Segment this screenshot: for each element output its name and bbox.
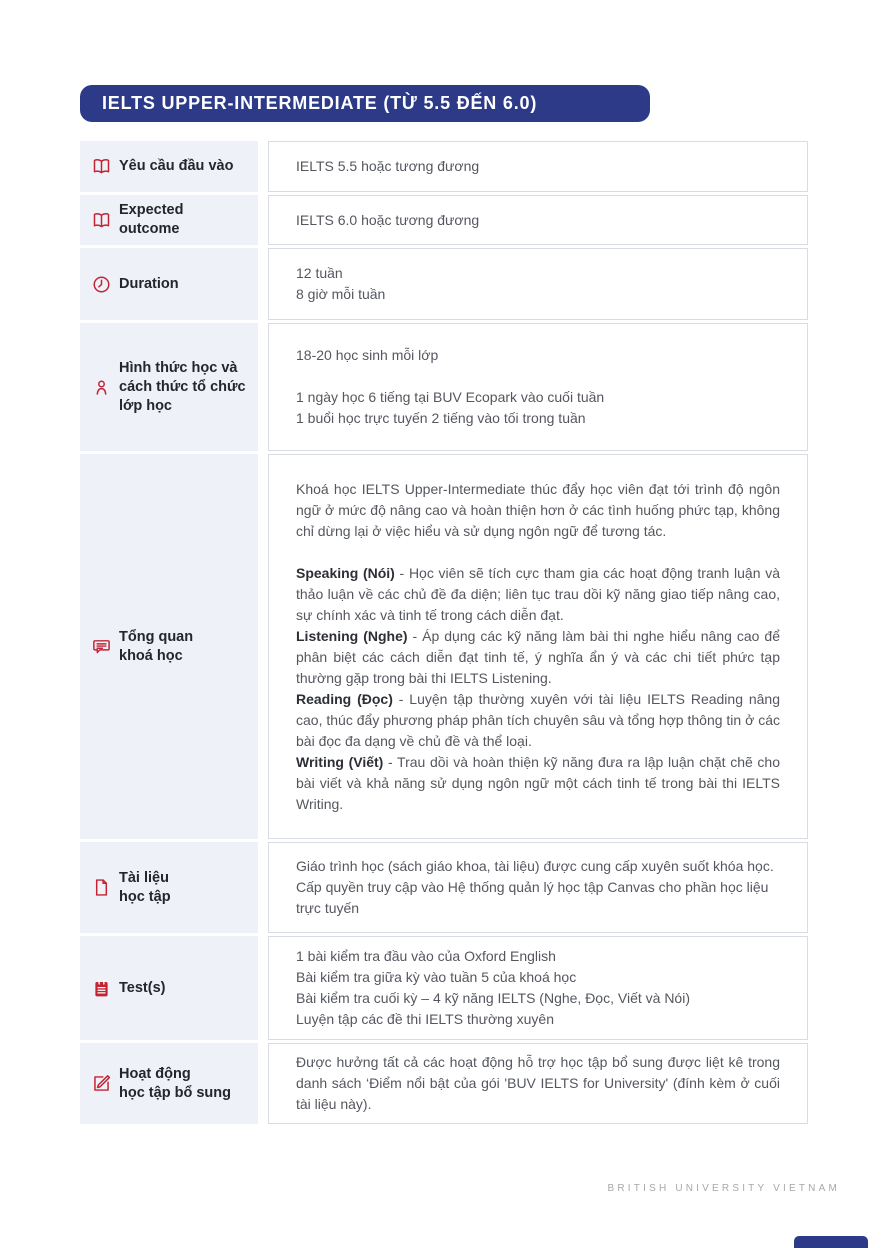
skill-paragraph-listening xyxy=(296,626,780,689)
row-content xyxy=(268,454,808,839)
row-content xyxy=(268,195,808,245)
row-label: khoá học xyxy=(119,647,183,664)
pencil-square-icon xyxy=(90,1073,112,1095)
row-header-expected-outcome xyxy=(80,195,258,245)
row-label: lớp học xyxy=(119,397,173,414)
table-row xyxy=(80,842,808,933)
row-content xyxy=(268,248,808,320)
row-label: Tài liệu xyxy=(119,869,169,886)
row-label: Duration xyxy=(119,275,179,292)
content-line: 12 tuần xyxy=(296,265,343,281)
row-content xyxy=(268,842,808,933)
page-corner-tab xyxy=(794,1236,868,1248)
course-info-table xyxy=(80,141,808,1127)
row-header-course-overview xyxy=(80,454,258,839)
skill-lead: Writing (Viết) xyxy=(296,753,384,770)
content-line: 1 ngày học 6 tiếng tại BUV Ecopark vào cuối tuần xyxy=(296,389,605,405)
content-line: IELTS 5.5 hoặc tương đương xyxy=(296,158,480,174)
comment-icon xyxy=(90,636,112,658)
row-label: Tổng quan xyxy=(119,628,194,645)
row-label: Hoạt động xyxy=(119,1065,191,1082)
row-header-entry-requirement xyxy=(80,141,258,192)
footer-brand-text: BRITISH UNIVERSITY VIETNAM xyxy=(607,1183,840,1194)
skill-text: - Trau dồi và hoàn thiện kỹ năng đưa ra lập luận chặt chẽ cho bài viết và khả năng sử dụng ngôn ngữ một cách tinh tế trong bài thi IELTS Writing. xyxy=(296,753,780,812)
row-label: học tập bổ sung xyxy=(119,1084,231,1101)
skill-paragraph-writing xyxy=(296,752,780,815)
page-title-banner xyxy=(80,85,650,122)
row-label: Yêu cầu đầu vào xyxy=(119,158,234,174)
file-icon xyxy=(90,877,112,899)
row-content xyxy=(268,936,808,1040)
row-header-duration xyxy=(80,248,258,320)
clock-icon xyxy=(90,273,112,295)
row-content xyxy=(268,323,808,451)
row-label: cách thức tổ chức xyxy=(119,378,246,395)
open-book-icon xyxy=(90,156,112,178)
content-line: Luyện tập các đề thi IELTS thường xuyên xyxy=(296,1011,555,1027)
row-header-learning-materials xyxy=(80,842,258,933)
skill-text: - Áp dụng các kỹ năng làm bài thi nghe hiểu nâng cao để phân biệt các cách diễn đạt tinh tế, ý nghĩa ẩn ý và các chi tiết phức tạp thường gặp trong bài thi IELTS Listening. xyxy=(296,627,781,686)
blank-line xyxy=(296,366,780,387)
content-line: Bài kiểm tra giữa kỳ vào tuần 5 của khoá học xyxy=(296,969,577,985)
row-content xyxy=(268,141,808,192)
clipboard-icon xyxy=(90,977,112,999)
content-line: 18-20 học sinh mỗi lớp xyxy=(296,347,439,363)
row-label: Test(s) xyxy=(119,979,166,996)
content-paragraph: Được hưởng tất cả các hoạt động hỗ trợ học tập bổ sung được liệt kê trong danh sách ‘Điểm nổi bật của gói 'BUV IELTS for University' (đính kèm ở cuối tài liệu này). xyxy=(296,1054,780,1112)
skill-text: - Luyện tập thường xuyên với tài liệu IELTS Reading nâng cao, thúc đẩy phương pháp phân tích chuyên sâu và tổng hợp thông tin ở các bài đọc đa dạng về chủ đề và thể loại. xyxy=(296,690,781,749)
person-icon xyxy=(90,376,112,398)
overview-intro: Khoá học IELTS Upper-Intermediate thúc đẩy học viên đạt tới trình độ ngôn ngữ ở mức độ nâng cao và hoàn thiện hơn ở các tình huống phức tạp, không chỉ dừng lại ở việc hiểu và sử dụng ngôn ngữ để tương tác. xyxy=(296,480,780,539)
content-line: Cấp quyền truy cập vào Hệ thống quản lý học tập Canvas cho phần học liệu trực tuyến xyxy=(296,879,769,916)
row-label: outcome xyxy=(119,221,180,237)
skill-lead: Speaking (Nói) xyxy=(296,564,395,581)
table-row xyxy=(80,248,808,320)
skill-text: - Học viên sẽ tích cực tham gia các hoạt động tranh luận và thảo luận về các chủ đề đa diện; liên tục trau dồi kỹ năng giao tiếp nâng cao, sự chính xác và tinh tế trong cách diễn đạt. xyxy=(296,564,780,623)
row-label: học tập xyxy=(119,888,171,905)
skill-paragraph-reading xyxy=(296,689,780,752)
row-header-class-format xyxy=(80,323,258,451)
content-line: IELTS 6.0 hoặc tương đương xyxy=(296,211,480,228)
content-line: Bài kiểm tra cuối kỳ – 4 kỹ năng IELTS (Nghe, Đọc, Viết và Nói) xyxy=(296,990,690,1006)
page-title: IELTS UPPER-INTERMEDIATE (TỪ 5.5 ĐẾN 6.0) xyxy=(102,93,538,113)
row-header-supplementary-activities xyxy=(80,1043,258,1124)
row-header-tests xyxy=(80,936,258,1040)
content-line: Giáo trình học (sách giáo khoa, tài liệu) được cung cấp xuyên suốt khóa học. xyxy=(296,858,774,874)
table-row xyxy=(80,1043,808,1124)
table-row xyxy=(80,141,808,192)
content-line: 1 buổi học trực tuyến 2 tiếng vào tối trong tuần xyxy=(296,410,586,426)
open-book-icon xyxy=(90,209,112,231)
row-label: Expected xyxy=(119,202,184,218)
row-content xyxy=(268,1043,808,1124)
skill-paragraph-speaking xyxy=(296,563,780,626)
skill-lead: Listening (Nghe) xyxy=(296,627,408,644)
table-row xyxy=(80,936,808,1040)
blank-line xyxy=(296,542,780,563)
skill-lead: Reading (Đọc) xyxy=(296,690,393,707)
table-row xyxy=(80,454,808,839)
table-row xyxy=(80,323,808,451)
content-line: 8 giờ mỗi tuần xyxy=(296,286,386,302)
row-label: Hình thức học và xyxy=(119,359,238,376)
table-row xyxy=(80,195,808,245)
content-line: 1 bài kiểm tra đầu vào của Oxford English xyxy=(296,948,556,964)
